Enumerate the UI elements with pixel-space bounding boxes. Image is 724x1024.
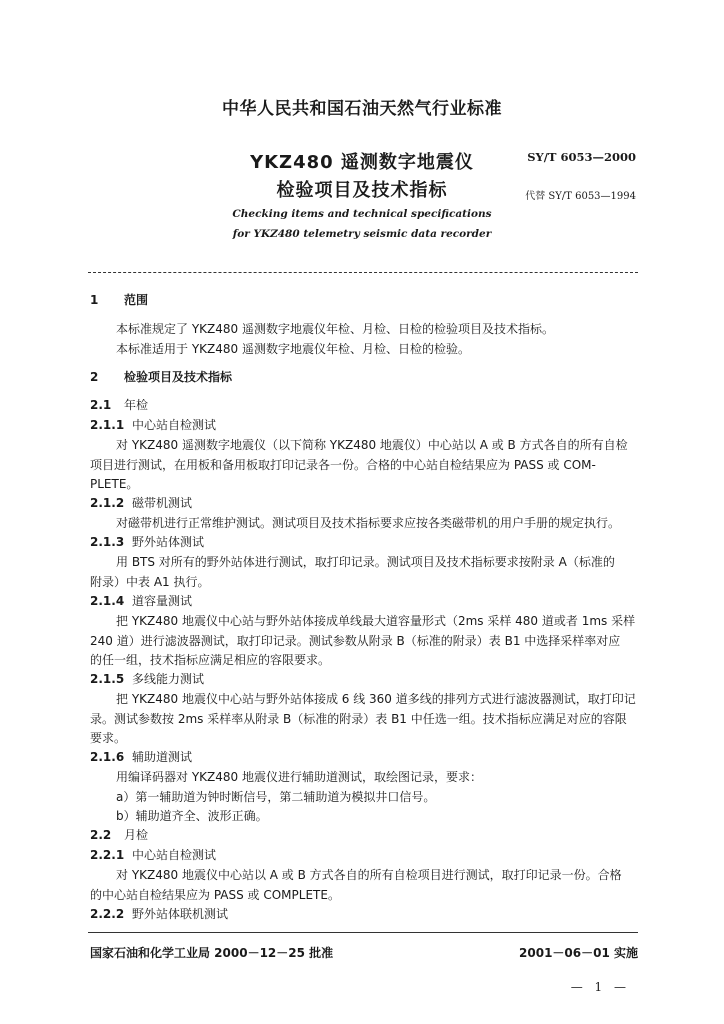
subsection-number: 2.2.1	[90, 848, 125, 862]
paragraph: 对 YKZ480 地震仪中心站以 A 或 B 方式各自的所有自检项目进行测试，取打印记录一份。合格	[116, 868, 622, 882]
section-1-heading	[90, 291, 148, 308]
section-2-heading	[90, 368, 232, 385]
subsection-number: 2.2	[90, 828, 112, 842]
subsection-number: 2.1.3	[90, 535, 125, 549]
paragraph: 项目进行测试，在用板和备用板取打印记录各一份。合格的中心站自检结果应为 PASS 或 COM-	[90, 458, 596, 472]
implementation-date: 2001－06－01 实施	[519, 946, 638, 960]
paragraph: 240 道）进行滤波器测试，取打印记录。测试参数从附录 B（标准的附录）表 B1 中选择采样率对应	[90, 634, 621, 648]
subsection-title: 磁带机测试	[132, 496, 193, 510]
standard-code: SY/T 6053—2000	[527, 150, 636, 164]
subsection-2-1-heading	[90, 396, 148, 413]
subsection-title: 中心站自检测试	[132, 418, 217, 432]
subsection-2-1-4-heading	[90, 592, 192, 609]
paragraph: PLETE。	[90, 477, 139, 491]
paragraph: 用编译码器对 YKZ480 地震仪进行辅助道测试，取绘图记录，要求：	[116, 770, 482, 784]
footer-divider	[88, 932, 638, 933]
paragraph: 用 BTS 对所有的野外站体进行测试，取打印记录。测试项目及技术指标要求按附录 A（标准的	[116, 555, 615, 569]
subsection-title: 野外站体联机测试	[132, 907, 229, 921]
subsection-number: 2.1.5	[90, 672, 125, 686]
subsection-2-1-2-heading	[90, 494, 192, 511]
subsection-2-1-1-heading	[90, 416, 216, 433]
subsection-number: 2.1.2	[90, 496, 125, 510]
paragraph: 要求。	[90, 731, 127, 745]
section-title: 范围	[124, 293, 149, 307]
paragraph: 对磁带机进行正常维护测试。测试项目及技术指标要求应按各类磁带机的用户手册的规定执行。	[116, 516, 621, 530]
paragraph: 的中心站自检结果应为 PASS 或 COMPLETE。	[90, 888, 340, 902]
approval-statement: 国家石油和化学工业局 2000－12－25 批准	[90, 946, 334, 960]
list-item: b）辅助道齐全、波形正确。	[116, 809, 268, 823]
subsection-number: 2.1.4	[90, 594, 125, 608]
paragraph: 录。测试参数按 2ms 采样率从附录 B（标准的附录）表 B1 中任选一组。技术指标应满足对应的容限	[90, 712, 627, 726]
document-title-line2: 检验项目及技术指标	[276, 180, 448, 201]
subsection-title: 月检	[124, 828, 149, 842]
subsection-number: 2.1.6	[90, 750, 125, 764]
page-number: — 1 —	[570, 980, 630, 994]
subsection-2-1-3-heading	[90, 533, 204, 550]
subsection-2-1-5-heading	[90, 670, 204, 687]
paragraph: 对 YKZ480 遥测数字地震仪（以下简称 YKZ480 地震仪）中心站以 A 或 B 方式各自的所有自检	[116, 438, 628, 452]
subsection-title: 辅助道测试	[132, 750, 193, 764]
paragraph: 本标准规定了 YKZ480 遥测数字地震仪年检、月检、日检的检验项目及技术指标。	[116, 322, 554, 336]
paragraph: 的任一组，技术指标应满足相应的容限要求。	[90, 653, 331, 667]
subsection-title: 中心站自检测试	[132, 848, 217, 862]
subsection-title: 道容量测试	[132, 594, 193, 608]
subsection-title: 年检	[124, 398, 149, 412]
section-number: 1	[90, 293, 99, 307]
english-title-line2: for YKZ480 telemetry seismic data recorder	[232, 228, 492, 240]
english-title-line1: Checking items and technical specifications	[232, 208, 492, 220]
subsection-title: 多线能力测试	[132, 672, 205, 686]
subsection-number: 2.2.2	[90, 907, 125, 921]
org-standard-title: 中华人民共和国石油天然气行业标准	[222, 99, 502, 119]
subsection-2-2-heading	[90, 826, 148, 843]
section-title: 检验项目及技术指标	[124, 370, 233, 384]
subsection-number: 2.1	[90, 398, 112, 412]
section-number: 2	[90, 370, 99, 384]
paragraph: 本标准适用于 YKZ480 遥测数字地震仪年检、月检、日检的检验。	[116, 342, 470, 356]
replaces-standard: 代替 SY/T 6053—1994	[525, 191, 636, 202]
list-item: a）第一辅助道为钟时断信号，第二辅助道为模拟井口信号。	[116, 790, 436, 804]
subsection-2-2-1-heading	[90, 846, 216, 863]
paragraph: 附录）中表 A1 执行。	[90, 575, 210, 589]
subsection-2-1-6-heading	[90, 748, 192, 765]
subsection-2-2-2-heading	[90, 905, 228, 922]
document-title-line1: YKZ480 遥测数字地震仪	[250, 152, 474, 173]
subsection-number: 2.1.1	[90, 418, 125, 432]
paragraph: 把 YKZ480 地震仪中心站与野外站体接成单线最大道容量形式（2ms 采样 480 道或者 1ms 采样	[116, 614, 636, 628]
subsection-title: 野外站体测试	[132, 535, 205, 549]
paragraph: 把 YKZ480 地震仪中心站与野外站体接成 6 线 360 道多线的排列方式进行滤波器测试，取打印记	[116, 692, 636, 706]
header-divider	[88, 272, 638, 273]
